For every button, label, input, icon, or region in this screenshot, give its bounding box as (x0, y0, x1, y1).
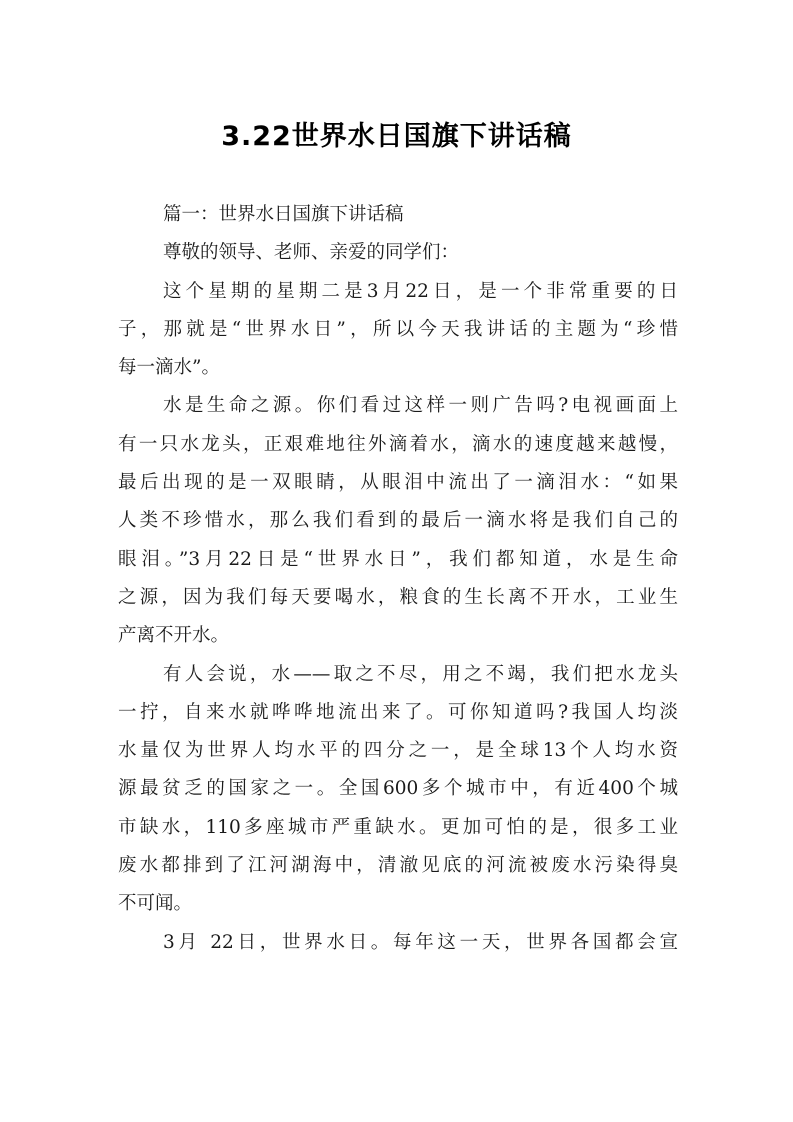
text-line: 每一滴水”。 (118, 357, 220, 379)
text-line: 最后出现的是一双眼睛，从眼泪中流出了一滴泪水：“如果 (118, 472, 678, 494)
text-line: 有人会说，水——取之不尽，用之不竭，我们把水龙头 (163, 663, 678, 685)
text-line: 有一只水龙头，正艰难地往外滴着水，滴水的速度越来越慢， (118, 433, 678, 455)
text-line: 产离不开水。 (118, 625, 230, 647)
text-line: 水是生命之源。你们看过这样一则广告吗?电视画面上 (163, 395, 678, 417)
text-line: 眼泪。”3月22日是“世界水日”，我们都知道，水是生命 (118, 548, 678, 570)
text-line: 尊敬的领导、老师、亲爱的同学们： (163, 242, 460, 264)
text-line: 不可闻。 (118, 893, 193, 915)
text-line: 源最贫乏的国家之一。全国600多个城市中，有近400个城 (118, 778, 678, 800)
text-line: 水量仅为世界人均水平的四分之一，是全球13个人均水资 (118, 740, 678, 762)
text-line: 废水都排到了江河湖海中，清澈见底的河流被废水污染得臭 (118, 855, 678, 877)
text-line: 这个星期的星期二是3月22日，是一个非常重要的日 (163, 280, 678, 302)
text-line: 一拧，自来水就哗哗地流出来了。可你知道吗?我国人均淡 (118, 701, 678, 723)
text-line: 3月 22日，世界水日。每年这一天，世界各国都会宣 (163, 931, 678, 953)
document-title: 3.22世界水日国旗下讲话稿 (221, 121, 572, 153)
text-line: 篇一：世界水日国旗下讲话稿 (163, 204, 404, 225)
text-line: 人类不珍惜水，那么我们看到的最后一滴水将是我们自己的 (118, 510, 678, 532)
text-line: 之源，因为我们每天要喝水，粮食的生长离不开水，工业生 (118, 586, 678, 608)
text-line: 子，那就是“世界水日”，所以今天我讲话的主题为“珍惜 (118, 318, 678, 340)
text-line: 市缺水，110多座城市严重缺水。更加可怕的是，很多工业 (118, 816, 678, 838)
document-body (118, 196, 678, 962)
